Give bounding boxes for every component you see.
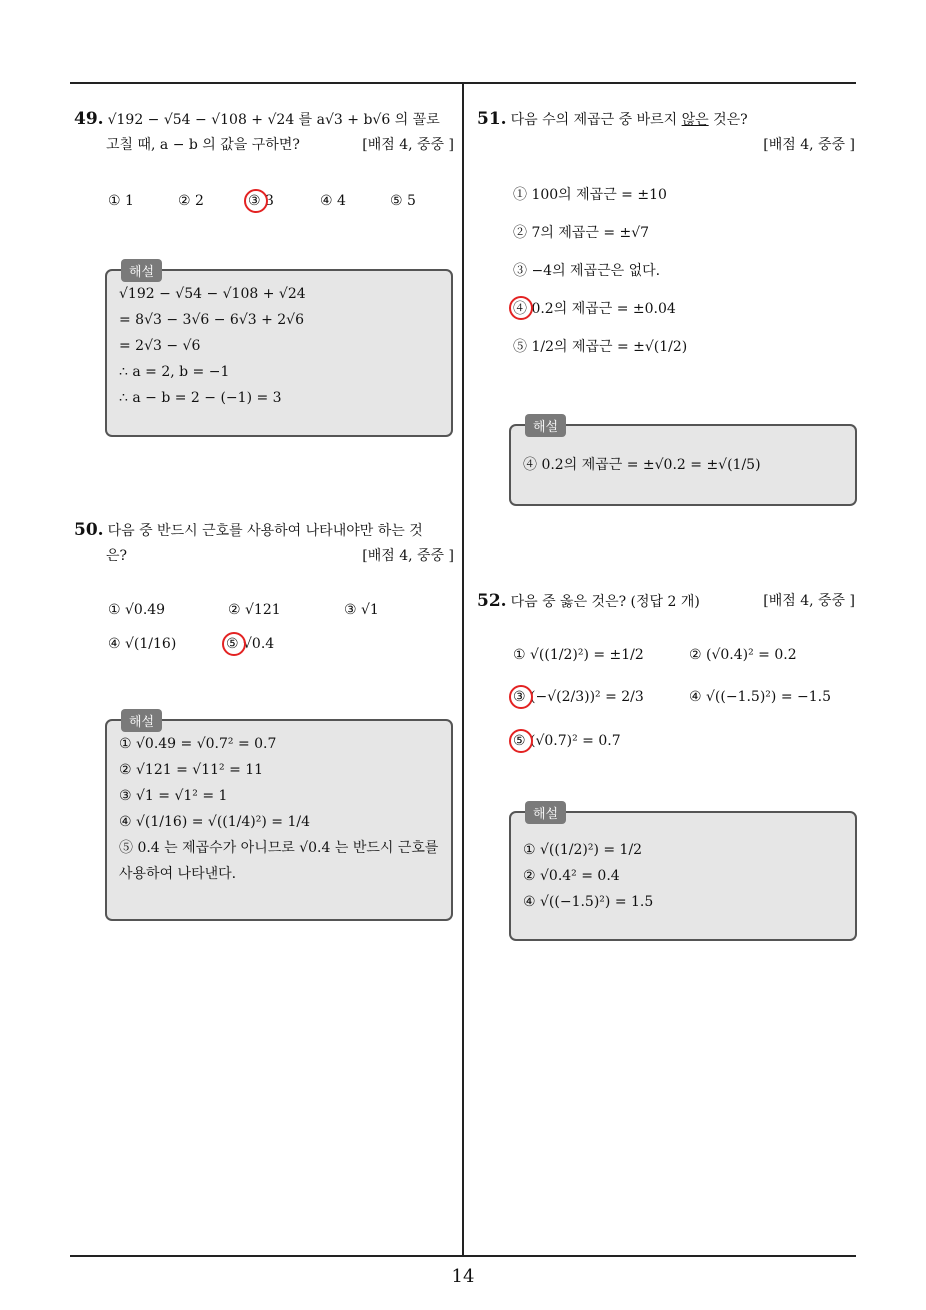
solution-box-51 — [509, 420, 857, 506]
choice-1[interactable]: ① 100의 제곱근 = ±10 — [513, 187, 667, 203]
solution-line: ① √0.49 = √0.7² = 0.7 — [119, 736, 277, 752]
choice-3[interactable]: ③ (−√(2/3))² = 2/3 — [513, 689, 644, 705]
choices-50-row1 — [74, 597, 454, 627]
column-divider — [462, 82, 464, 1256]
question-number: 52. — [477, 591, 507, 611]
choice-5[interactable]: ⑤ (√0.7)² = 0.7 — [513, 733, 621, 749]
question-49 — [74, 106, 454, 158]
solution-line: ④ 0.2의 제곱근 = ±√0.2 = ±√(1/5) — [523, 457, 761, 473]
solution-box-49 — [105, 265, 453, 437]
choice-1[interactable]: ① √0.49 — [108, 602, 166, 618]
question-text-part1: 다음 수의 제곱근 중 바르지 — [510, 112, 682, 128]
choice-3[interactable]: ③ √1 — [344, 602, 379, 618]
solution-line: ② √0.4² = 0.4 — [523, 868, 620, 884]
solution-box-50 — [105, 715, 453, 921]
solution-tag: 해설 — [121, 709, 162, 732]
choice-5[interactable]: ⑤ 1/2의 제곱근 = ±√(1/2) — [513, 339, 688, 355]
score-meta: [배점 4, 중중 ] — [763, 137, 855, 153]
question-number: 49. — [74, 109, 104, 129]
choice-2[interactable]: ② √121 — [228, 602, 281, 618]
choice-3[interactable]: ③ −4의 제곱근은 없다. — [513, 263, 661, 279]
choices-52-row2 — [477, 684, 855, 728]
page-number: 14 — [451, 1266, 475, 1287]
question-text-line1: 다음 중 반드시 근호를 사용하여 나타내야만 하는 것 — [107, 523, 423, 539]
choices-50-row2 — [74, 631, 454, 665]
question-text-part3: 것은? — [708, 112, 748, 128]
choices-52-row1 — [477, 642, 855, 684]
score-meta: [배점 4, 중중 ] — [362, 548, 454, 564]
answer-mark — [509, 729, 533, 753]
choices-52-row3 — [477, 728, 855, 758]
question-text-emphasis: 않은 — [681, 112, 709, 128]
right-column — [477, 106, 855, 372]
choice-5[interactable]: ⑤ √0.4 — [226, 636, 275, 652]
choice-1[interactable]: ① √((1/2)²) = ±1/2 — [513, 647, 644, 663]
question-52 — [477, 588, 855, 614]
solution-line: = 8√3 − 3√6 − 6√3 + 2√6 — [119, 312, 305, 328]
solution-line: ④ √(1/16) = √((1/4)²) = 1/4 — [119, 814, 310, 830]
score-meta: [배점 4, 중중 ] — [362, 137, 454, 153]
solution-tag: 해설 — [121, 259, 162, 282]
choice-2[interactable]: ② (√0.4)² = 0.2 — [689, 647, 797, 663]
bottom-rule — [70, 1255, 856, 1257]
left-column — [74, 106, 454, 218]
question-number: 50. — [74, 520, 104, 540]
solution-line: ① √((1/2)²) = 1/2 — [523, 842, 643, 858]
question-text-line1: √192 − √54 − √108 + √24 를 a√3 + b√6 의 꼴로 — [107, 112, 440, 128]
question-50 — [74, 517, 454, 569]
solution-box-52 — [509, 807, 857, 941]
solution-line: ③ √1 = √1² = 1 — [119, 788, 228, 804]
choice-2[interactable]: ② 2 — [178, 193, 204, 209]
choice-4[interactable]: ④ √((−1.5)²) = −1.5 — [689, 689, 832, 705]
solution-line: ∴ a − b = 2 − (−1) = 3 — [119, 390, 282, 406]
score-meta: [배점 4, 중중 ] — [763, 593, 855, 609]
answer-mark — [509, 685, 533, 709]
question-number: 51. — [477, 109, 507, 129]
solution-line: ∴ a = 2, b = −1 — [119, 364, 230, 380]
answer-mark — [509, 296, 533, 320]
solution-line: √192 − √54 − √108 + √24 — [119, 286, 306, 302]
choice-4[interactable]: ④ √(1/16) — [108, 636, 177, 652]
choices-49 — [74, 188, 454, 218]
choice-2[interactable]: ② 7의 제곱근 = ±√7 — [513, 225, 650, 241]
choices-51 — [477, 182, 855, 372]
choice-1[interactable]: ① 1 — [108, 193, 134, 209]
question-50-block — [74, 517, 454, 665]
question-52-block — [477, 588, 855, 758]
choice-4[interactable]: ④ 0.2의 제곱근 = ±0.04 — [513, 301, 676, 317]
solution-line: ⑤ 0.4 는 제곱수가 아니므로 √0.4 는 반드시 근호를 사용하여 나타낸다. — [119, 840, 439, 882]
solution-tag: 해설 — [525, 414, 566, 437]
question-text-line2: 고칠 때, a − b 의 값을 구하면? — [106, 137, 300, 153]
answer-mark — [244, 189, 268, 213]
solution-tag: 해설 — [525, 801, 566, 824]
answer-mark — [222, 632, 246, 656]
question-text-line1: 다음 중 옳은 것은? (정답 2 개) — [510, 594, 700, 610]
question-text-line2: 은? — [106, 548, 128, 564]
solution-line: ④ √((−1.5)²) = 1.5 — [523, 894, 654, 910]
choice-5[interactable]: ⑤ 5 — [390, 193, 416, 209]
solution-line: ② √121 = √11² = 11 — [119, 762, 264, 778]
choice-4[interactable]: ④ 4 — [320, 193, 346, 209]
question-51 — [477, 106, 855, 158]
choice-3[interactable]: ③ 3 — [248, 193, 274, 209]
solution-line: = 2√3 − √6 — [119, 338, 201, 354]
